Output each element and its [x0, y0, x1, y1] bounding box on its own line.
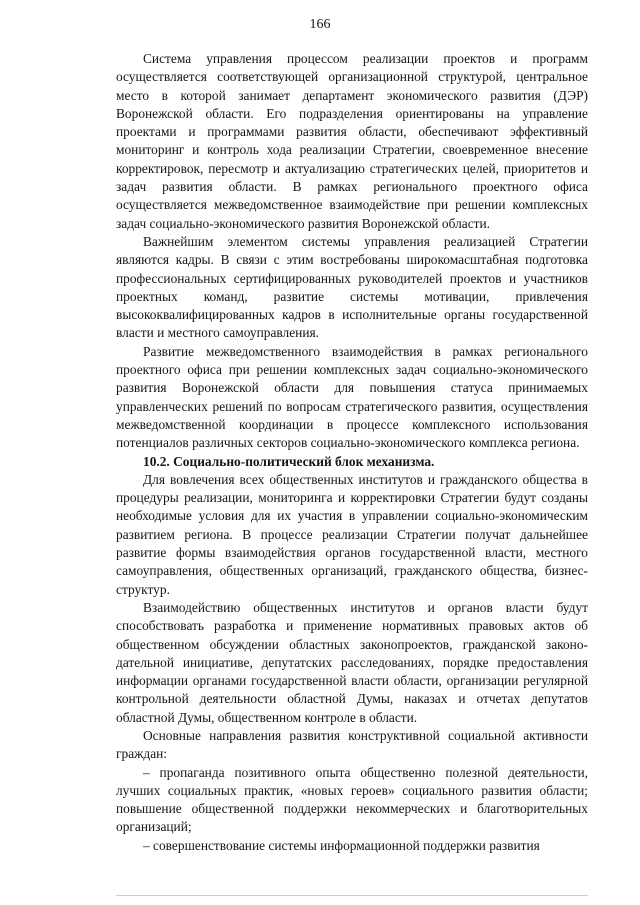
- section-heading: 10.2. Социально-политический блок механизма.: [143, 453, 435, 469]
- page-bottom-edge: [116, 895, 588, 896]
- paragraph: Взаимодействию общественных институтов и органов власти будут способствовать разработка и применение нормативных правовых актов об общественном обсуждении областных законопроектов, гражданской законодательной инициативе, депутатских расследованиях, порядке предоставления информации органами государственной власти области, организации регулярной контрольной деятельности областной Думы, наказах и отчетах депутатов областной Думы, общественном контроле в области.: [116, 599, 588, 725]
- paragraph: Система управления процессом реализации проектов и программ осуществляется соответствующей организационной структурой, центральное место в которой занимает департамент экономического развития (ДЭР) Воронежской области. Его подразделения ориентированы на управление проектами и программами развития области, обеспечивают эффективный мониторинг и контроль хода реализации Стратегии, своевременное внесение корректировок, пересмотр и актуализацию стратегических целей, приоритетов и задач развития области. В рамках регионального проектного офиса осуществляется межведомственное взаимодействие при решении комплексных задач социально-экономического развития Воронежской области.: [116, 51, 588, 231]
- page-body: [116, 50, 588, 855]
- list-item: – пропаганда позитивного опыта общественно полезной деятельности, лучших социальных практик, «новых героев» социального развития области; повышение общественной поддержки некоммерческих и благотворительных организаций;: [116, 764, 588, 835]
- list-item: – совершенствование системы информационной поддержки развития: [143, 837, 540, 853]
- page-number: 166: [309, 17, 331, 32]
- paragraph: Развитие межведомственного взаимодействия в рамках регионального проектного офиса при решении комплексных задач социально-экономического развития Воронежской области для повышения статуса принимаемых управленческих решений по вопросам стратегического развития, осуществления межведомственной координации в процессе комплексного использования потенциалов различных секторов социально-экономического комплекса региона.: [116, 343, 588, 451]
- paragraph: Для вовлечения всех общественных институтов и гражданского общества в процедуры реализации, мониторинга и корректировки Стратегии будут созданы необходимые условия для их участия в управлении социально-экономическим развитием региона. В процессе реализации Стратегии получат дальнейшее развитие формы взаимодействия органов государственной власти, местного самоуправления, общественных организаций, гражданского общества, бизнес-структур.: [116, 471, 588, 597]
- paragraph: Важнейшим элементом системы управления реализацией Стратегии являются кадры. В связи с этим востребованы широкомасштабная подготовка профессиональных сертифицированных руководителей проектов и участников проектных команд, развитие системы мотивации, привлечения высококвалифицированных кадров в исполнительные органы государственной власти и местного самоуправления.: [116, 233, 588, 341]
- paragraph: Основные направления развития конструктивной социальной активности граждан:: [116, 727, 588, 762]
